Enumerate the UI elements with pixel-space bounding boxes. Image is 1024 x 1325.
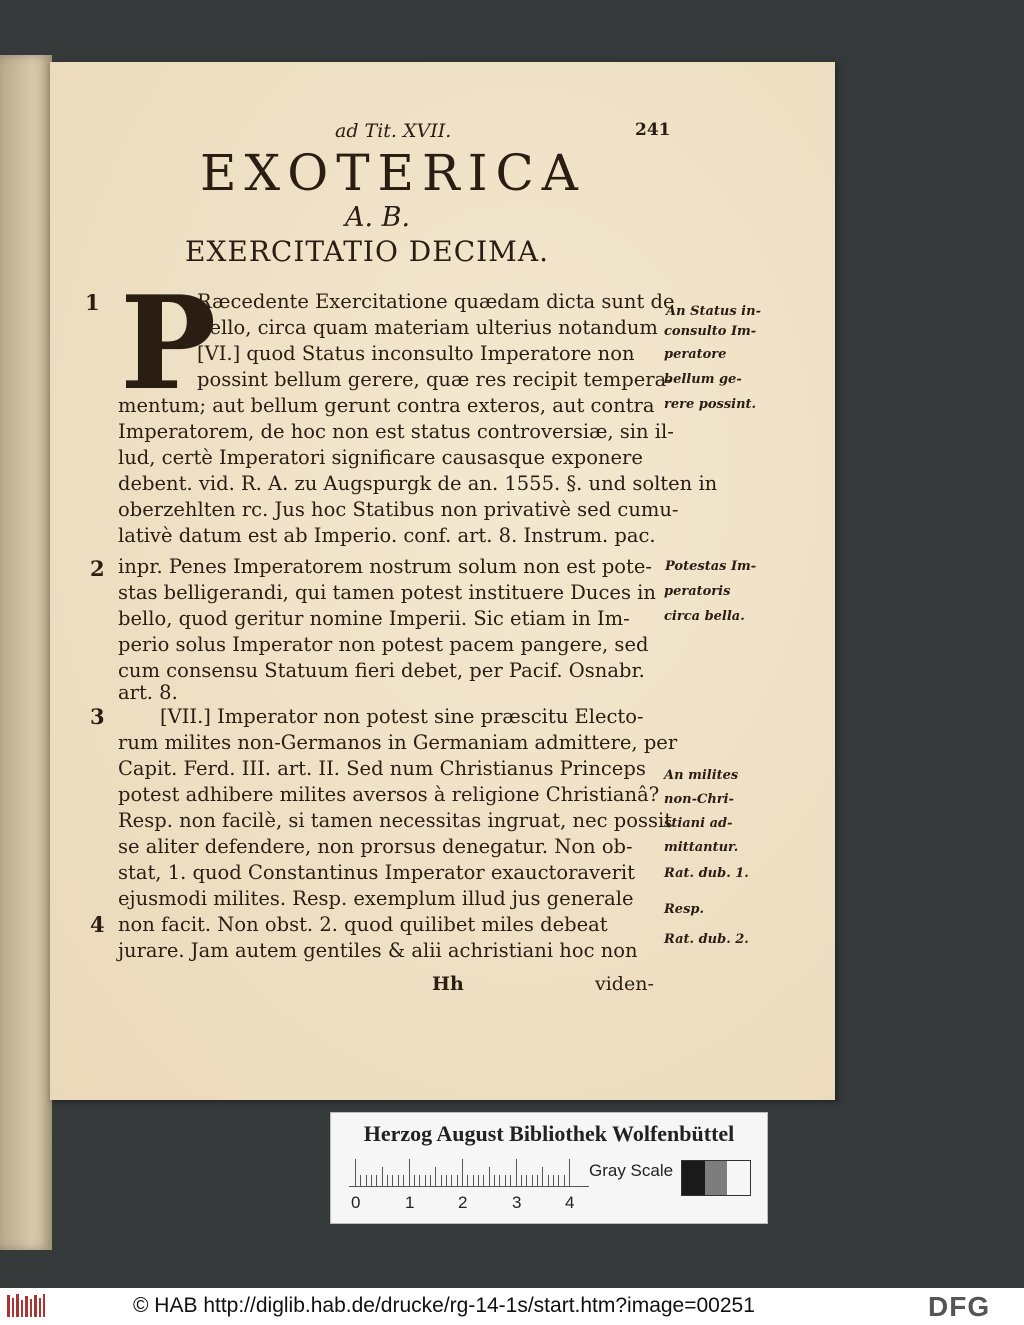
body-line: Resp. non facilè, si tamen necessitas ingruat, nec possit <box>118 809 673 832</box>
body-line: mentum; aut bellum gerunt contra exteros, aut contra <box>118 394 655 417</box>
ruler-tick <box>564 1175 565 1187</box>
ruler-tick <box>483 1175 484 1187</box>
swatch-mid <box>705 1161 728 1195</box>
dfg-logo: DFG <box>928 1291 991 1322</box>
paragraph-number: 2 <box>90 556 105 581</box>
color-calibration-card <box>330 1112 768 1224</box>
body-line: Capit. Ferd. III. art. II. Sed num Christianus Princeps <box>118 757 646 780</box>
ruler-number: 4 <box>565 1193 575 1212</box>
signature-mark: Hh <box>432 973 464 995</box>
marginal-note: peratoris <box>664 584 731 599</box>
marginal-note: circa bella. <box>664 609 745 624</box>
body-line: bello, circa quam materiam ulterius notandum <box>197 316 658 339</box>
body-line: [VII.] Imperator non potest sine præscitu Electo- <box>160 705 644 728</box>
body-line: ejusmodi milites. Resp. exemplum illud jus generale <box>118 887 634 910</box>
facing-page-edge <box>0 55 52 1250</box>
marginal-note: Rat. dub. 1. <box>664 866 749 881</box>
ruler-tick <box>371 1175 372 1187</box>
body-line: lativè datum est ab Imperio. conf. art. 8. Instrum. pac. <box>118 524 656 547</box>
body-line: oberzehlten rc. Jus hoc Statibus non privativè sed cumu- <box>118 498 679 521</box>
ruler-tick <box>387 1175 388 1187</box>
ruler-tick <box>419 1175 420 1187</box>
body-line: se aliter defendere, non prorsus denegatur. Non ob- <box>118 835 633 858</box>
marginal-note: An Status in- <box>666 304 761 319</box>
gray-swatches <box>681 1160 751 1196</box>
paragraph-number: 3 <box>90 704 105 729</box>
marginal-note: Rat. dub. 2. <box>664 932 749 947</box>
body-line: art. 8. <box>118 681 178 704</box>
swatch-dark <box>682 1161 705 1195</box>
body-line: possint bellum gerere, quæ res recipit tempera- <box>197 368 673 391</box>
body-line: rum milites non-Germanos in Germaniam admittere, per <box>118 731 678 754</box>
swatch-light <box>727 1161 750 1195</box>
marginal-note: non-Chri- <box>664 792 734 807</box>
body-line: perio solus Imperator non potest pacem pangere, sed <box>118 633 649 656</box>
author-initials: A. B. <box>345 202 411 233</box>
marginal-note: rere possint. <box>664 397 757 412</box>
ruler-tick <box>537 1175 538 1187</box>
body-line: stas belligerandi, qui tamen potest instituere Duces in <box>118 581 656 604</box>
body-line: inpr. Penes Imperatorem nostrum solum non est pote- <box>118 555 653 578</box>
body-line: stat, 1. quod Constantinus Imperator exauctoraverit <box>118 861 635 884</box>
marginal-note: An milites <box>664 768 739 783</box>
viewer-footer <box>0 1288 1024 1325</box>
ruler-tick <box>403 1175 404 1187</box>
hab-barcode-logo-icon <box>6 1292 46 1320</box>
drop-capital: P <box>120 269 217 419</box>
ruler-tick <box>366 1175 367 1187</box>
body-line: lud, certè Imperatori significare causasque exponere <box>118 446 643 469</box>
ruler-tick <box>441 1175 442 1187</box>
catchword: viden- <box>595 973 654 995</box>
ruler-tick <box>489 1167 490 1187</box>
marginal-note: peratore <box>664 347 727 362</box>
running-head: ad Tit. XVII. <box>335 120 452 142</box>
marginal-note: consulto Im- <box>664 324 757 339</box>
ruler-number: 0 <box>351 1193 361 1212</box>
marginal-note: Potestas Im- <box>665 559 757 574</box>
ruler-tick <box>425 1175 426 1187</box>
marginal-note: mittantur. <box>664 840 739 855</box>
copyright-link[interactable]: © HAB http://diglib.hab.de/drucke/rg-14-1s/start.htm?image=00251 <box>133 1294 755 1317</box>
ruler-tick <box>473 1175 474 1187</box>
body-line: Ræcedente Exercitatione quædam dicta sunt de <box>197 290 675 313</box>
ruler-tick <box>510 1175 511 1187</box>
paragraph-number: 1 <box>85 290 100 315</box>
ruler-tick <box>516 1159 517 1187</box>
ruler-tick <box>414 1175 415 1187</box>
body-line: Imperatorem, de hoc non est status controversiæ, sin il- <box>118 420 674 443</box>
ruler-tick <box>478 1175 479 1187</box>
marginal-note: stiani ad- <box>664 816 733 831</box>
ruler-number: 3 <box>512 1193 522 1212</box>
ruler-tick <box>451 1175 452 1187</box>
ruler-tick <box>526 1175 527 1187</box>
ruler-number: 1 <box>405 1193 415 1212</box>
ruler-tick <box>360 1175 361 1187</box>
ruler-tick <box>392 1175 393 1187</box>
ruler-tick <box>548 1175 549 1187</box>
ruler-tick <box>382 1167 383 1187</box>
ruler-tick <box>499 1175 500 1187</box>
ruler-tick <box>542 1167 543 1187</box>
body-line: jurare. Jam autem gentiles & alii achristiani hoc non <box>118 939 638 962</box>
ruler-tick <box>521 1175 522 1187</box>
ruler-tick <box>457 1175 458 1187</box>
marginal-note: bellum ge- <box>664 372 742 387</box>
ruler-tick <box>467 1175 468 1187</box>
ruler-scale <box>349 1157 589 1187</box>
ruler-tick <box>569 1159 570 1187</box>
page-number: 241 <box>635 120 671 140</box>
ruler-tick <box>532 1175 533 1187</box>
ruler-tick <box>435 1167 436 1187</box>
ruler-tick <box>505 1175 506 1187</box>
body-line: [VI.] quod Status inconsulto Imperatore non <box>197 342 635 365</box>
library-name: Herzog August Bibliothek Wolfenbüttel <box>363 1121 735 1146</box>
gray-scale-label: Gray Scale <box>589 1161 674 1180</box>
ruler-tick <box>398 1175 399 1187</box>
page-title: EXOTERICA <box>200 144 586 202</box>
ruler-number: 2 <box>458 1193 468 1212</box>
ruler-tick <box>430 1175 431 1187</box>
body-line: bello, quod geritur nomine Imperii. Sic etiam in Im- <box>118 607 630 630</box>
body-line: potest adhibere milites aversos à religione Christianâ? <box>118 783 660 806</box>
body-line: non facit. Non obst. 2. quod quilibet miles debeat <box>118 913 608 936</box>
book-page <box>50 62 835 1100</box>
marginal-note: Resp. <box>664 902 705 917</box>
paragraph-number: 4 <box>90 912 105 937</box>
ruler-tick <box>462 1159 463 1187</box>
chapter-subtitle: EXERCITATIO DECIMA. <box>185 235 549 268</box>
ruler-tick <box>553 1175 554 1187</box>
ruler-tick <box>446 1175 447 1187</box>
ruler-tick <box>558 1175 559 1187</box>
body-line: debent. vid. R. A. zu Augspurgk de an. 1555. §. und solten in <box>118 472 718 495</box>
ruler-tick <box>494 1175 495 1187</box>
ruler-tick <box>355 1159 356 1187</box>
body-line: cum consensu Statuum fieri debet, per Pacif. Osnabr. <box>118 659 645 682</box>
ruler-tick <box>376 1175 377 1187</box>
ruler-tick <box>409 1159 410 1187</box>
